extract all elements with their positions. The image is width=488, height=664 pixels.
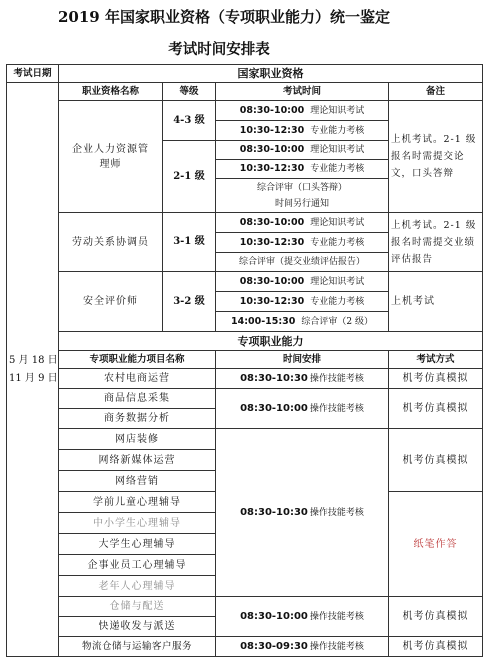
time-header: 考试时间 [216,83,389,101]
method-6: 机考仿真模拟 [389,637,483,657]
labor-time-row: 10:30-12:30 专业能力考核 [216,233,389,253]
project-item: 中小学生心理辅导 [59,513,216,534]
page-subtitle: 考试时间安排表 [168,41,270,58]
safety-level: 3-2 级 [163,272,216,332]
safety-note: 上机考试 [389,272,483,332]
exam-date-cell [7,83,59,657]
method-5: 机考仿真模拟 [389,597,483,637]
method-3: 机考仿真模拟 [389,429,483,492]
safety-time-row: 14:00-15:30 综合评审（2 级） [216,312,389,332]
exam-date-2: 11 月 9 日 [9,372,58,384]
note-header: 备注 [389,83,483,101]
project-item: 企事业员工心理辅导 [59,555,216,576]
hr-time-row: 10:30-12:30 专业能力考核 [216,121,389,141]
project-item: 网络新媒体运营 [59,450,216,471]
project-item: 老年人心理辅导 [59,576,216,597]
hr-review: 综合评审（口头答辩） [256,182,347,193]
schedule-slot-1: 08:30-10:30 操作技能考核 [216,369,389,389]
exam-date-1: 5 月 18 日 [9,354,58,366]
schedule-slot-3: 08:30-10:30 操作技能考核 [216,429,389,597]
hr-time-row: 08:30-10:00 理论知识考试 [216,101,389,121]
safety-time-row: 08:30-10:00 理论知识考试 [216,272,389,292]
hr-manager-name: 企业人力资源管理师 [59,101,163,213]
exam-date-header: 考试日期 [7,65,59,83]
project-item: 学前儿童心理辅导 [59,492,216,513]
page-title: 2019 年国家职业资格（专项职业能力）统一鉴定 [58,8,390,26]
project-item: 快递收发与派送 [59,617,216,637]
project-item: 商品信息采集 [59,389,216,409]
schedule-slot-5: 08:30-09:30 操作技能考核 [216,637,389,657]
project-item: 农村电商运营 [59,369,216,389]
project-header: 专项职业能力项目名称 [59,351,216,369]
hr-review-cell [216,179,389,213]
labor-note: 上机考试。2-1 级报名时需提交业绩评估报告 [389,213,483,272]
safety-name: 安全评价师 [59,272,163,332]
special-section-header: 专项职业能力 [59,332,483,351]
level-header: 等级 [163,83,216,101]
project-item: 大学生心理辅导 [59,534,216,555]
project-item: 网络营销 [59,471,216,492]
labor-review: 综合评审（提交业绩评估报告） [216,253,389,272]
project-item: 物流仓储与运输客户服务 [59,637,216,657]
labor-name: 劳动关系协调员 [59,213,163,272]
hr-level-1: 4-3 级 [163,101,216,141]
method-2: 机考仿真模拟 [389,389,483,429]
hr-note: 上机考试。2-1 级报名时需提交论文，口头答辩 [389,101,483,213]
safety-time-row: 10:30-12:30 专业能力考核 [216,292,389,312]
project-item: 仓储与配送 [59,597,216,617]
method-4: 纸笔作答 [389,492,483,597]
labor-time-row: 08:30-10:00 理论知识考试 [216,213,389,233]
hr-time-row: 10:30-12:30 专业能力考核 [216,160,389,179]
labor-level: 3-1 级 [163,213,216,272]
hr-time-row: 08:30-10:00 理论知识考试 [216,141,389,160]
schedule-header: 时间安排 [216,351,389,369]
method-header: 考试方式 [389,351,483,369]
schedule-slot-2: 08:30-10:00 操作技能考核 [216,389,389,429]
method-1: 机考仿真模拟 [389,369,483,389]
hr-level-2: 2-1 级 [163,141,216,213]
hr-review-note: 时间另行通知 [274,198,329,209]
project-item: 网店装修 [59,429,216,450]
schedule-slot-4: 08:30-10:00 操作技能考核 [216,597,389,637]
project-item: 商务数据分析 [59,409,216,429]
occupation-header: 职业资格名称 [59,83,163,101]
exam-schedule-table [6,64,483,657]
national-section-header: 国家职业资格 [59,65,483,83]
